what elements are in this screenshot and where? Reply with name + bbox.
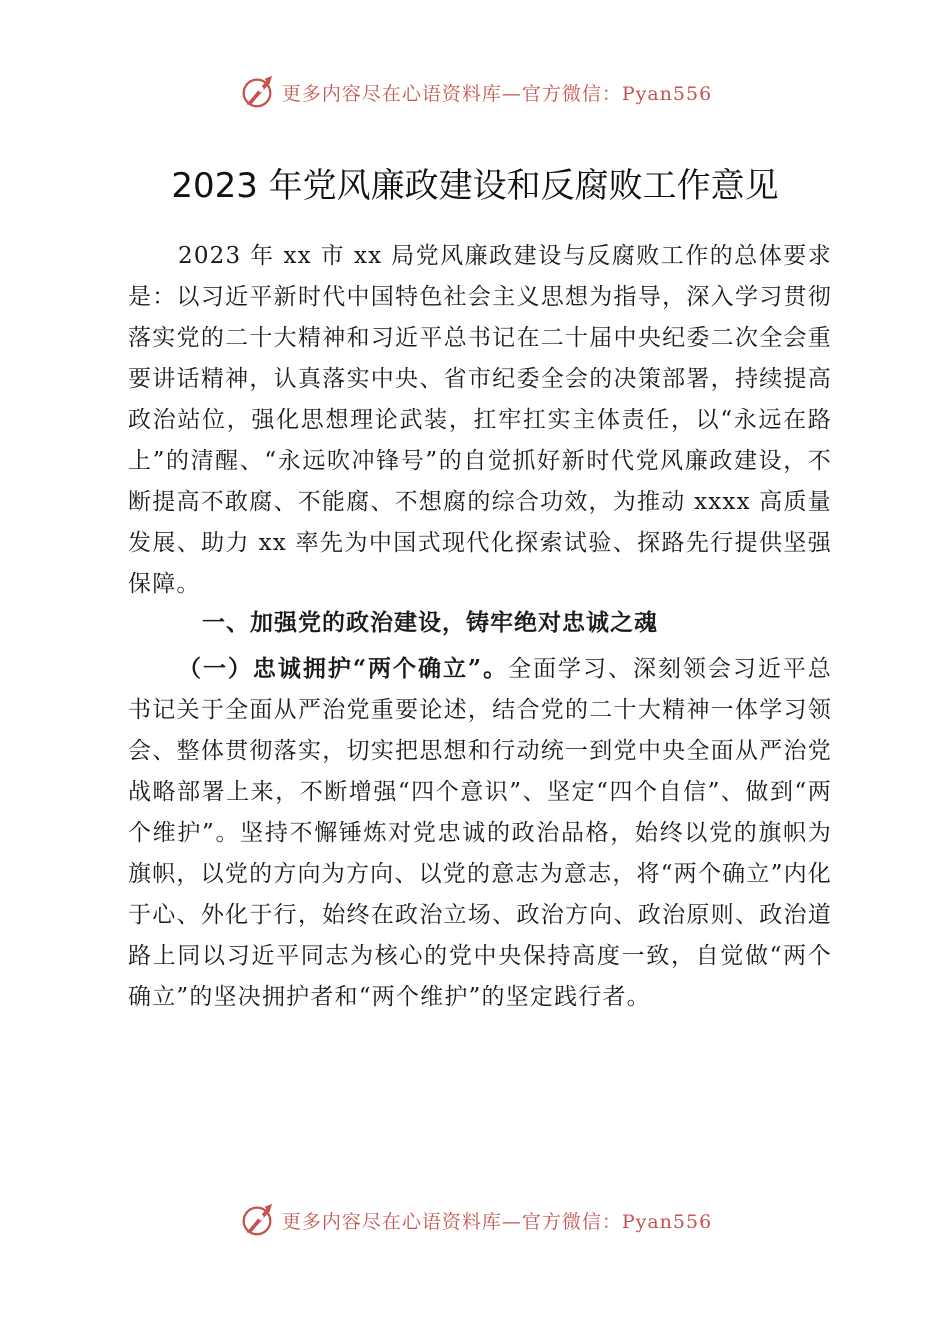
quill-pen-circle-icon: [238, 1201, 276, 1239]
quill-pen-circle-icon: [238, 73, 276, 111]
section-1-paragraph-1: [128, 648, 832, 1018]
subsection-body-1: 全面学习、深刻领会习近平总书记关于全面从严治党重要论述，结合党的二十大精神一体学习领会、整体贯彻落实，切实把思想和行动统一到党中央全面从严治党战略部署上来，不断增强“四个意识”、坚定“四个自信”、做到“两个维护”。坚持不懈锤炼对党忠诚的政治品格，始终以党的旗帜为旗帜，以党的方向为方向、以党的意志为意志，将“两个确立”内化于心、外化于行，始终在政治立场、政治方向、政治原则、政治道路上同以习近平同志为核心的党中央保持高度一致，自觉做“两个确立”的坚决拥护者和“两个维护”的坚定践行者。: [128, 656, 832, 1010]
watermark-text: 更多内容尽在心语资料库—官方微信：Pyan556: [281, 1210, 713, 1233]
watermark-banner-top: [0, 70, 950, 114]
section-heading-1: 一、加强党的政治建设，铸牢绝对忠诚之魂: [202, 610, 658, 636]
subsection-lead-1: （一）忠诚拥护“两个确立”。: [178, 655, 509, 682]
watermark-banner-bottom: [0, 1198, 950, 1242]
document-title: 2023 年党风廉政建设和反腐败工作意见: [171, 166, 779, 206]
watermark-text: 更多内容尽在心语资料库—官方微信：Pyan556: [281, 82, 713, 105]
intro-paragraph: 2023 年 xx 市 xx 局党风廉政建设与反腐败工作的总体要求是：以习近平新时代中国特色社会主义思想为指导，深入学习贯彻落实党的二十大精神和习近平总书记在二十届中央纪委二次全会重要讲话精神，认真落实中央、省市纪委全会的决策部署，持续提高政治站位，强化思想理论武装，扛牢扛实主体责任，以“永远在路上”的清醒、“永远吹冲锋号”的自觉抓好新时代党风廉政建设，不断提高不敢腐、不能腐、不想腐的综合功效，为推动 xxxx 高质量发展、助力 xx 率先为中国式现代化探索试验、探路先行提供坚强保障。: [128, 243, 832, 597]
